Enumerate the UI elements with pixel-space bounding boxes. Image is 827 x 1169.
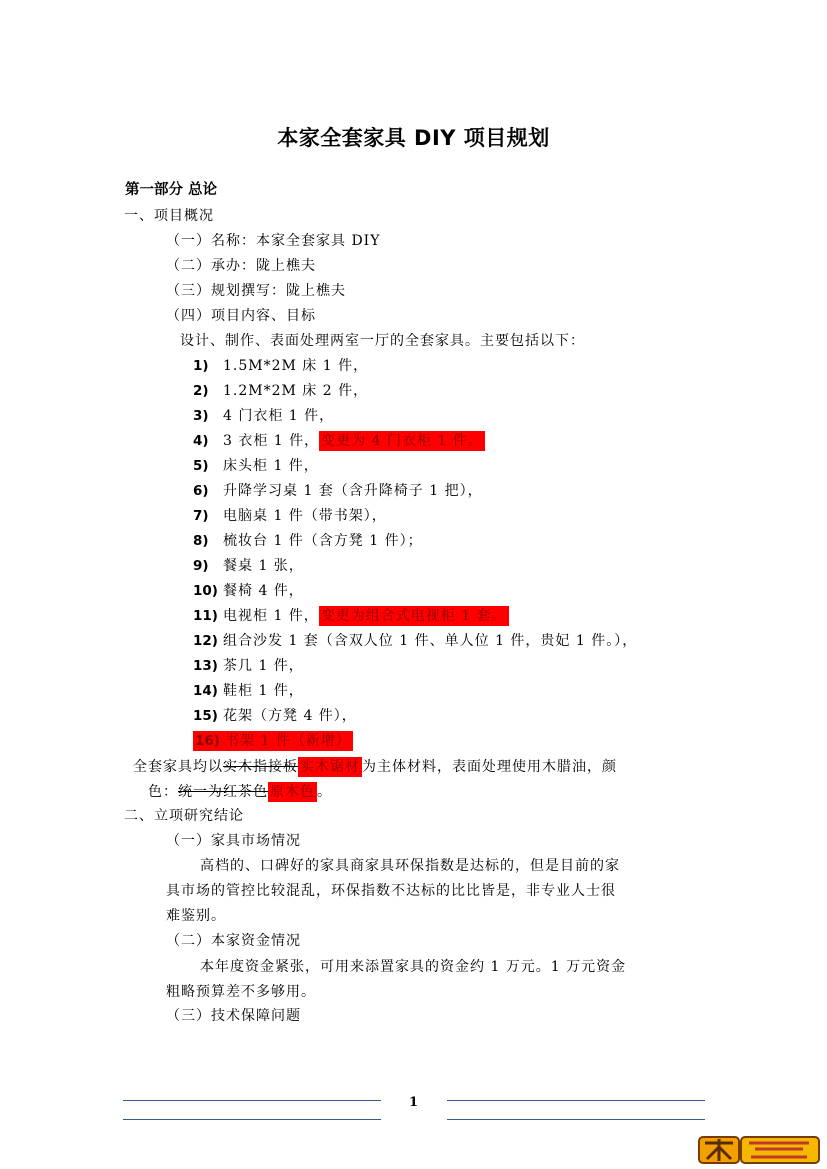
material-struck-1: 实木指接板	[223, 759, 298, 775]
paragraph-funds-line-1: 本年度资金紧张，可用来添置家具的资金约 1 万元。1 万元资金	[200, 959, 627, 975]
list-item	[193, 706, 357, 726]
list-item-number: 8)	[193, 533, 209, 549]
material-text-b: 为主体材料，表面处理使用木腊油，颜	[362, 759, 617, 775]
list-item	[193, 406, 334, 426]
change-note-highlight: 变更为组合式电视柜 1 套。	[320, 608, 507, 624]
list-item	[193, 656, 304, 676]
list-item-number: 1)	[193, 358, 209, 374]
list-item-number: 6)	[193, 483, 209, 499]
list-item-text: 4 门衣柜 1 件，	[223, 408, 335, 424]
list-item-number: 12)	[193, 633, 218, 649]
list-item-text: 1.5M*2M 床 1 件，	[223, 358, 369, 374]
list-item	[193, 456, 319, 476]
page-title: 本家全套家具 DIY 项目规划	[277, 126, 550, 150]
paragraph-market-line-1: 高档的、口碑好的家具商家具环保指数是达标的，但是目前的家	[200, 858, 620, 874]
list-item	[193, 356, 368, 376]
subsection-content: （四）项目内容、目标	[166, 308, 316, 324]
material-text-c: 色：	[148, 784, 178, 800]
subsection-market: （一）家具市场情况	[166, 833, 301, 849]
material-line-2	[148, 782, 332, 802]
subsection-name: （一）名称：本家全套家具 DIY	[166, 233, 381, 249]
list-item-text: 3 衣柜 1 件，	[223, 433, 320, 449]
list-item	[193, 606, 509, 626]
list-item-text: 餐桌 1 张，	[223, 558, 304, 574]
footer-rule-left-bottom	[123, 1119, 381, 1120]
section-heading-1: 一、项目概况	[124, 208, 214, 224]
logo-graphic	[697, 1133, 821, 1165]
list-item	[193, 581, 304, 601]
list-item-number: 15)	[193, 708, 218, 724]
list-item-text: 电视柜 1 件，	[223, 608, 319, 624]
subsection-author: （三）规划撰写：陇上樵夫	[166, 283, 346, 299]
list-item	[193, 481, 483, 501]
list-item-number: 7)	[193, 508, 209, 524]
list-item-number: 3)	[193, 408, 209, 424]
list-item-text: 茶几 1 件，	[223, 658, 304, 674]
list-item-number: 9)	[193, 558, 209, 574]
list-item	[193, 556, 304, 576]
list-item-text: 梳妆台 1 件（含方凳 1 件）；	[223, 533, 423, 549]
subsection-tech: （三）技术保障问题	[166, 1008, 301, 1024]
intro-text: 设计、制作、表面处理两室一厅的全套家具。主要包括以下：	[180, 333, 585, 349]
paragraph-market-line-3: 难鉴别。	[166, 908, 226, 924]
list-item	[193, 381, 368, 401]
page-number: 1	[408, 1095, 419, 1110]
paragraph-market-line-2: 具市场的管控比较混乱，环保指数不达标的比比皆是，非专业人士很	[166, 883, 616, 899]
material-struck-2: 统一为红茶色	[178, 784, 268, 800]
list-item	[193, 631, 637, 651]
list-item-number: 10)	[193, 583, 218, 599]
footer-rule-right-bottom	[447, 1119, 705, 1120]
material-highlight-2: 原木色	[270, 784, 315, 800]
list-item-text: 组合沙发 1 套（含双人位 1 件、单人位 1 件，贵妃 1 件。），	[223, 633, 638, 649]
material-text-d: 。	[317, 784, 332, 800]
list-item-text: 花架（方凳 4 件），	[223, 708, 357, 724]
subsection-host: （二）承办：陇上樵夫	[166, 258, 316, 274]
list-item-number: 14)	[193, 683, 218, 699]
watermark-logo	[697, 1133, 821, 1165]
subsection-funds: （二）本家资金情况	[166, 933, 301, 949]
list-item-text: 床头柜 1 件，	[223, 458, 319, 474]
list-item-number: 16)	[195, 733, 220, 749]
list-item-text: 1.2M*2M 床 2 件，	[223, 383, 369, 399]
list-item-number: 2)	[193, 383, 209, 399]
list-item-text: 书架 1 件（新增）	[225, 733, 351, 749]
list-item	[193, 506, 387, 526]
list-item-text: 电脑桌 1 件（带书架），	[223, 508, 387, 524]
list-item	[193, 681, 304, 701]
list-item-text: 餐椅 4 件，	[223, 583, 304, 599]
list-item-number: 4)	[193, 433, 209, 449]
list-item-text: 升降学习桌 1 套（含升降椅子 1 把），	[223, 483, 483, 499]
material-text-a: 全套家具均以	[133, 759, 223, 775]
list-item-16	[193, 731, 353, 751]
change-note-highlight: 变更为 4 门衣柜 1 件。	[321, 433, 483, 449]
list-item-number: 5)	[193, 458, 209, 474]
part-heading: 第一部分 总论	[125, 182, 218, 198]
list-item-number: 13)	[193, 658, 218, 674]
list-item-text: 鞋柜 1 件，	[223, 683, 304, 699]
list-item-number: 11)	[193, 608, 218, 624]
material-highlight-1: 实木锯材	[300, 759, 360, 775]
list-item	[193, 531, 423, 551]
paragraph-funds-line-2: 粗略预算差不多够用。	[166, 984, 316, 1000]
section-heading-2: 二、立项研究结论	[124, 808, 244, 824]
material-line-1	[133, 757, 617, 777]
list-item	[193, 431, 485, 451]
